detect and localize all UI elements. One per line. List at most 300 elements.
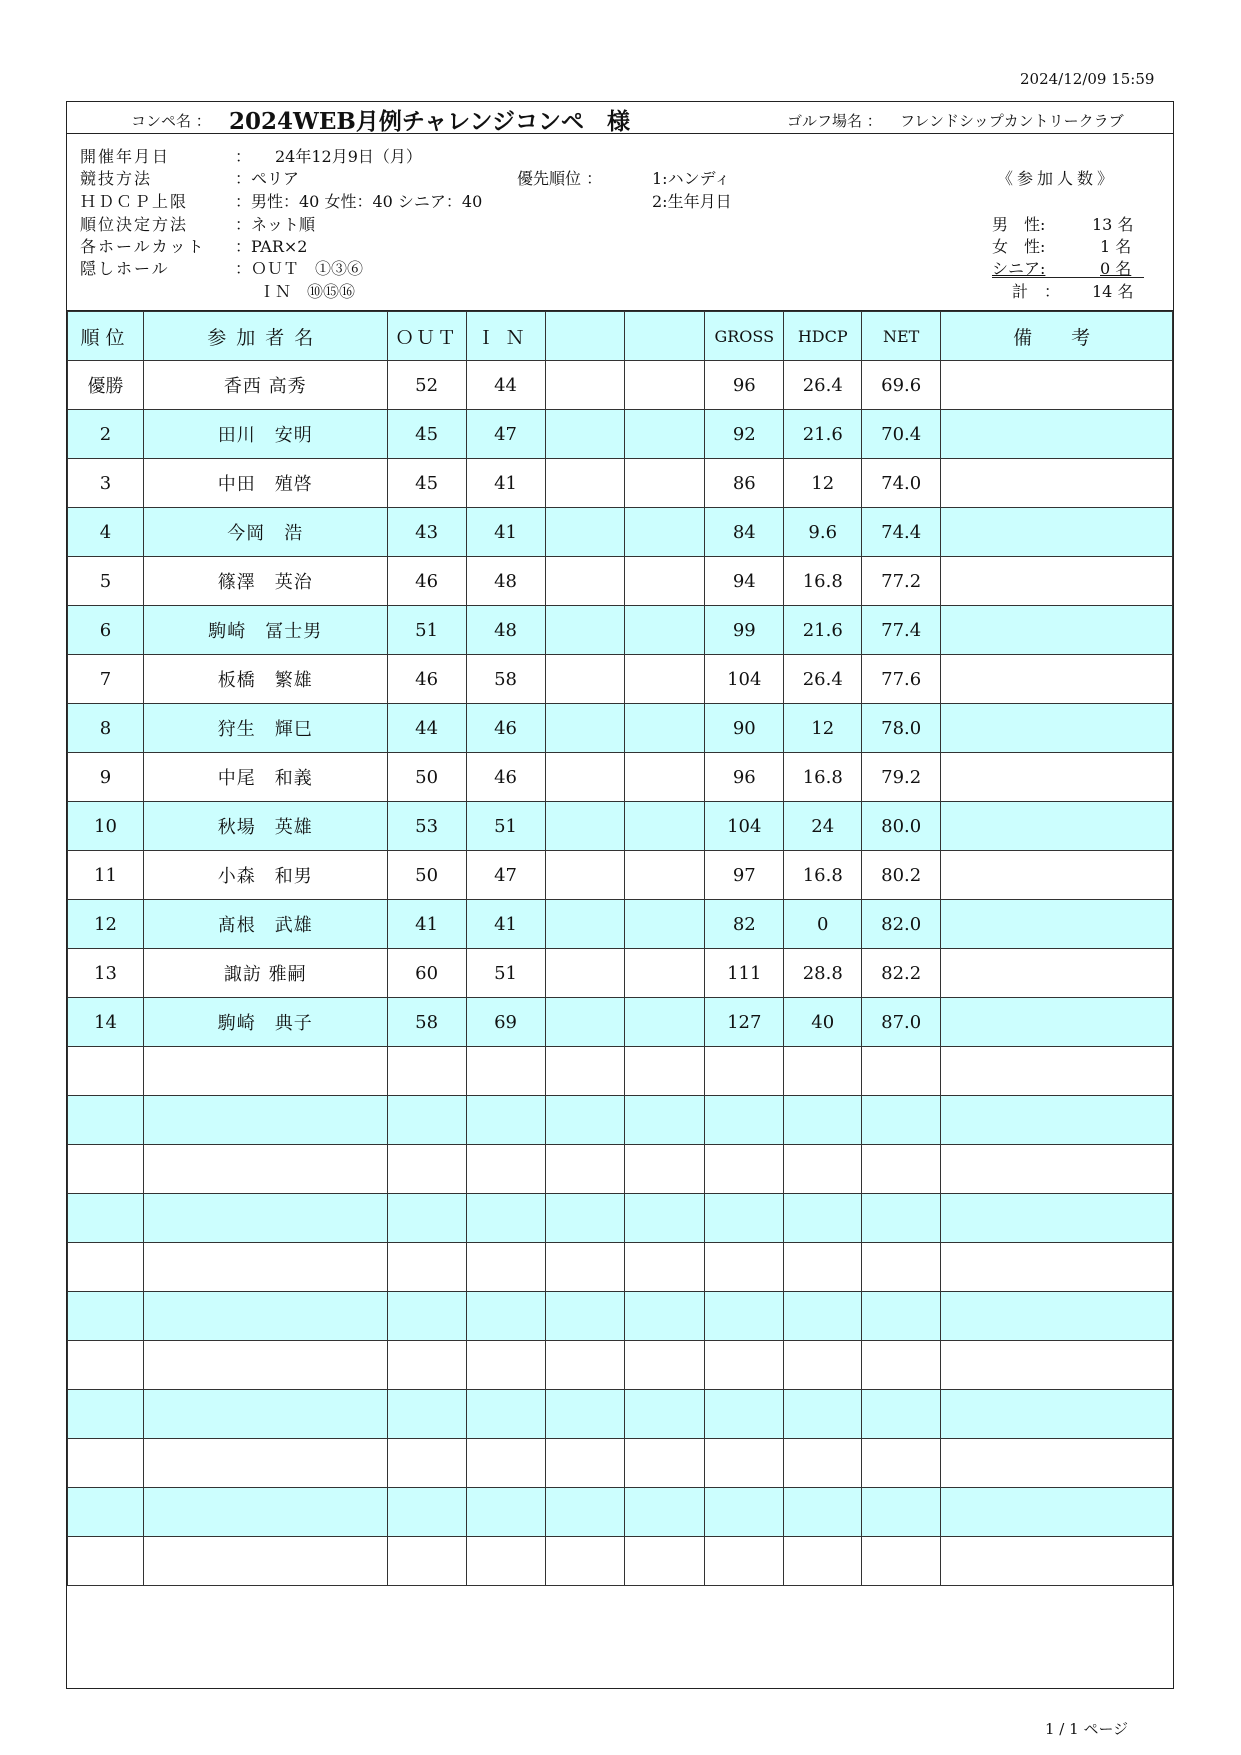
cell-rank <box>68 1537 144 1586</box>
total-label: 計 ： <box>1012 282 1061 301</box>
table-row <box>68 704 1173 753</box>
table-row <box>68 1537 1173 1586</box>
cell-net <box>862 1047 941 1096</box>
results-sheet <box>66 101 1174 1689</box>
cell-hdcp: 21.6 <box>784 606 862 655</box>
cell-rank: 2 <box>68 410 144 459</box>
cell-b2 <box>625 557 705 606</box>
participants-heading: 《参加人数》 <box>997 169 1118 188</box>
cell-b1 <box>545 1341 625 1390</box>
cell-gross: 104 <box>705 655 784 704</box>
cell-name <box>143 1243 387 1292</box>
header-name: 参加者名 <box>143 312 387 361</box>
cell-b2 <box>625 998 705 1047</box>
cell-net: 77.4 <box>862 606 941 655</box>
table-row <box>68 851 1173 900</box>
cell-remarks <box>941 704 1173 753</box>
cell-rank: 13 <box>68 949 144 998</box>
cell-out <box>387 1439 466 1488</box>
cell-out: 50 <box>387 753 466 802</box>
cell-remarks <box>941 1096 1173 1145</box>
cell-b2 <box>625 1537 705 1586</box>
cell-rank <box>68 1243 144 1292</box>
cell-rank <box>68 1488 144 1537</box>
hole-cut-label: 各ホールカット <box>80 237 206 256</box>
cell-name: 諏訪 雅嗣 <box>143 949 387 998</box>
table-row <box>68 1096 1173 1145</box>
cell-rank <box>68 1390 144 1439</box>
header-in: ＩＮ <box>466 312 545 361</box>
cell-net <box>862 1390 941 1439</box>
cell-gross <box>705 1390 784 1439</box>
cell-in: 51 <box>466 802 545 851</box>
cell-b2 <box>625 753 705 802</box>
cell-hdcp <box>784 1243 862 1292</box>
cell-net: 82.2 <box>862 949 941 998</box>
total-divider <box>992 277 1144 278</box>
cell-remarks <box>941 1537 1173 1586</box>
hidden-holes-out: ：ＯＵＴ ①③⑥ <box>235 259 364 278</box>
cell-rank: 11 <box>68 851 144 900</box>
cell-out: 46 <box>387 557 466 606</box>
cell-remarks <box>941 1488 1173 1537</box>
cell-hdcp: 26.4 <box>784 655 862 704</box>
cell-in <box>466 1341 545 1390</box>
cell-rank: 14 <box>68 998 144 1047</box>
cell-remarks <box>941 459 1173 508</box>
cell-hdcp <box>784 1194 862 1243</box>
cell-gross <box>705 1194 784 1243</box>
cell-gross: 96 <box>705 361 784 410</box>
cell-b1 <box>545 655 625 704</box>
cell-b2 <box>625 459 705 508</box>
cell-in: 46 <box>466 704 545 753</box>
cell-in: 51 <box>466 949 545 998</box>
competition-label: コンペ名 ： <box>131 112 211 130</box>
cell-out <box>387 1194 466 1243</box>
cell-gross <box>705 1243 784 1292</box>
total-count: 14 名 <box>1092 282 1134 301</box>
priority-2: 2:生年月日 <box>652 192 732 211</box>
cell-b1 <box>545 1439 625 1488</box>
cell-in: 48 <box>466 606 545 655</box>
cell-b2 <box>625 361 705 410</box>
table-row <box>68 753 1173 802</box>
cell-rank <box>68 1047 144 1096</box>
cell-b2 <box>625 1390 705 1439</box>
cell-name: 香西 高秀 <box>143 361 387 410</box>
cell-b1 <box>545 361 625 410</box>
cell-out: 43 <box>387 508 466 557</box>
table-row <box>68 557 1173 606</box>
cell-in <box>466 1194 545 1243</box>
cell-hdcp <box>784 1537 862 1586</box>
header-gross: GROSS <box>705 312 784 361</box>
cell-rank <box>68 1194 144 1243</box>
cell-b1 <box>545 1145 625 1194</box>
cell-name: 狩生 輝巳 <box>143 704 387 753</box>
cell-name: 篠澤 英治 <box>143 557 387 606</box>
cell-net: 69.6 <box>862 361 941 410</box>
cell-gross: 111 <box>705 949 784 998</box>
cell-remarks <box>941 753 1173 802</box>
cell-net: 70.4 <box>862 410 941 459</box>
cell-net <box>862 1537 941 1586</box>
cell-name: 秋場 英雄 <box>143 802 387 851</box>
cell-remarks <box>941 1243 1173 1292</box>
cell-net <box>862 1439 941 1488</box>
cell-b2 <box>625 802 705 851</box>
cell-net: 82.0 <box>862 900 941 949</box>
cell-name: 中尾 和義 <box>143 753 387 802</box>
cell-b2 <box>625 1096 705 1145</box>
cell-remarks <box>941 508 1173 557</box>
cell-rank: 優勝 <box>68 361 144 410</box>
cell-rank <box>68 1341 144 1390</box>
cell-gross: 104 <box>705 802 784 851</box>
cell-remarks <box>941 557 1173 606</box>
table-row <box>68 655 1173 704</box>
cell-out: 58 <box>387 998 466 1047</box>
method-label: 競技方法 <box>80 169 153 188</box>
cell-in <box>466 1390 545 1439</box>
cell-hdcp: 16.8 <box>784 851 862 900</box>
cell-remarks <box>941 802 1173 851</box>
cell-gross: 94 <box>705 557 784 606</box>
hole-cut-value: ：PAR×2 <box>235 237 308 256</box>
table-row <box>68 1439 1173 1488</box>
method-value: ：ペリア <box>235 169 300 188</box>
table-row <box>68 1390 1173 1439</box>
cell-b1 <box>545 1194 625 1243</box>
cell-out: 45 <box>387 410 466 459</box>
cell-rank: 7 <box>68 655 144 704</box>
cell-b1 <box>545 704 625 753</box>
cell-b1 <box>545 557 625 606</box>
table-row <box>68 900 1173 949</box>
cell-hdcp: 24 <box>784 802 862 851</box>
cell-hdcp: 12 <box>784 459 862 508</box>
header-net: NET <box>862 312 941 361</box>
title-bar <box>67 102 1173 134</box>
cell-b2 <box>625 410 705 459</box>
table-row <box>68 410 1173 459</box>
table-row <box>68 508 1173 557</box>
rank-method-label: 順位決定方法 <box>80 215 189 234</box>
cell-hdcp: 28.8 <box>784 949 862 998</box>
cell-remarks <box>941 655 1173 704</box>
cell-b2 <box>625 1047 705 1096</box>
cell-name: 板橋 繁雄 <box>143 655 387 704</box>
cell-remarks <box>941 1439 1173 1488</box>
results-table <box>67 311 1173 1586</box>
cell-remarks <box>941 851 1173 900</box>
course-name: フレンドシップカントリークラブ <box>900 112 1124 130</box>
cell-out <box>387 1047 466 1096</box>
cell-b1 <box>545 1292 625 1341</box>
cell-rank <box>68 1292 144 1341</box>
cell-hdcp: 21.6 <box>784 410 862 459</box>
cell-rank <box>68 1439 144 1488</box>
cell-net <box>862 1243 941 1292</box>
cell-out: 52 <box>387 361 466 410</box>
cell-rank: 12 <box>68 900 144 949</box>
date-label: 開催年月日 <box>80 147 171 166</box>
table-row <box>68 606 1173 655</box>
cell-rank: 6 <box>68 606 144 655</box>
page-number: 1 / 1 ページ <box>1045 1720 1129 1738</box>
cell-gross <box>705 1047 784 1096</box>
cell-rank <box>68 1145 144 1194</box>
table-row <box>68 361 1173 410</box>
cell-net <box>862 1341 941 1390</box>
cell-b2 <box>625 508 705 557</box>
cell-in: 58 <box>466 655 545 704</box>
cell-out <box>387 1341 466 1390</box>
cell-name <box>143 1194 387 1243</box>
cell-in: 41 <box>466 459 545 508</box>
cell-net: 78.0 <box>862 704 941 753</box>
cell-in: 47 <box>466 851 545 900</box>
header-out: ＯＵＴ <box>387 312 466 361</box>
cell-remarks <box>941 900 1173 949</box>
cell-out: 51 <box>387 606 466 655</box>
cell-name <box>143 1047 387 1096</box>
cell-rank <box>68 1096 144 1145</box>
senior-count: 0 名 <box>1100 259 1132 278</box>
cell-hdcp <box>784 1047 862 1096</box>
cell-in: 41 <box>466 900 545 949</box>
cell-in <box>466 1488 545 1537</box>
priority-1: 1:ハンディ <box>652 169 731 188</box>
cell-b2 <box>625 606 705 655</box>
cell-name <box>143 1292 387 1341</box>
cell-net <box>862 1292 941 1341</box>
cell-b1 <box>545 1047 625 1096</box>
cell-name: 今岡 浩 <box>143 508 387 557</box>
cell-b1 <box>545 949 625 998</box>
priority-label: 優先順位 ： <box>517 169 603 188</box>
cell-remarks <box>941 1341 1173 1390</box>
cell-net: 74.4 <box>862 508 941 557</box>
cell-out <box>387 1537 466 1586</box>
cell-name <box>143 1096 387 1145</box>
cell-out: 60 <box>387 949 466 998</box>
print-timestamp: 2024/12/09 15:59 <box>1020 70 1155 88</box>
cell-name <box>143 1439 387 1488</box>
cell-remarks <box>941 606 1173 655</box>
table-row <box>68 1341 1173 1390</box>
cell-gross: 127 <box>705 998 784 1047</box>
cell-in: 41 <box>466 508 545 557</box>
cell-out: 41 <box>387 900 466 949</box>
cell-name <box>143 1341 387 1390</box>
cell-in <box>466 1145 545 1194</box>
table-row <box>68 949 1173 998</box>
male-label: 男 性: <box>992 215 1046 234</box>
cell-b2 <box>625 1341 705 1390</box>
table-row <box>68 1488 1173 1537</box>
cell-hdcp <box>784 1096 862 1145</box>
cell-in: 69 <box>466 998 545 1047</box>
cell-b2 <box>625 1145 705 1194</box>
cell-gross <box>705 1292 784 1341</box>
hdcp-limit-value: ：男性：40 女性：40 シニア：40 <box>235 192 483 211</box>
cell-out <box>387 1096 466 1145</box>
female-label: 女 性: <box>992 237 1046 256</box>
cell-name <box>143 1537 387 1586</box>
cell-remarks <box>941 998 1173 1047</box>
cell-out <box>387 1488 466 1537</box>
cell-in <box>466 1439 545 1488</box>
cell-out: 46 <box>387 655 466 704</box>
cell-gross <box>705 1096 784 1145</box>
cell-b1 <box>545 753 625 802</box>
rank-method-value: ：ネット順 <box>235 215 316 234</box>
cell-out <box>387 1243 466 1292</box>
cell-b2 <box>625 1439 705 1488</box>
cell-hdcp: 12 <box>784 704 862 753</box>
cell-b1 <box>545 851 625 900</box>
cell-b2 <box>625 1194 705 1243</box>
cell-b2 <box>625 655 705 704</box>
cell-b1 <box>545 1488 625 1537</box>
cell-gross: 96 <box>705 753 784 802</box>
cell-b1 <box>545 1096 625 1145</box>
cell-hdcp <box>784 1439 862 1488</box>
cell-out: 44 <box>387 704 466 753</box>
table-row <box>68 459 1173 508</box>
table-row <box>68 1243 1173 1292</box>
cell-gross <box>705 1488 784 1537</box>
cell-b2 <box>625 1292 705 1341</box>
cell-rank: 3 <box>68 459 144 508</box>
header-blank-2 <box>625 312 705 361</box>
cell-name <box>143 1488 387 1537</box>
cell-b1 <box>545 1537 625 1586</box>
cell-name: 髙根 武雄 <box>143 900 387 949</box>
date-value: ： 24年12月9日（月） <box>235 147 422 166</box>
cell-gross: 90 <box>705 704 784 753</box>
cell-out <box>387 1145 466 1194</box>
cell-name: 田川 安明 <box>143 410 387 459</box>
cell-b2 <box>625 704 705 753</box>
cell-b1 <box>545 1390 625 1439</box>
cell-net: 87.0 <box>862 998 941 1047</box>
cell-hdcp: 0 <box>784 900 862 949</box>
cell-hdcp <box>784 1390 862 1439</box>
cell-gross: 99 <box>705 606 784 655</box>
cell-gross <box>705 1537 784 1586</box>
cell-gross: 84 <box>705 508 784 557</box>
cell-name: 駒崎 典子 <box>143 998 387 1047</box>
table-row <box>68 998 1173 1047</box>
cell-hdcp: 16.8 <box>784 557 862 606</box>
cell-b1 <box>545 459 625 508</box>
course-label: ゴルフ場名 ： <box>787 112 882 130</box>
table-row <box>68 802 1173 851</box>
cell-gross: 82 <box>705 900 784 949</box>
cell-name: 中田 殖啓 <box>143 459 387 508</box>
cell-remarks <box>941 1145 1173 1194</box>
cell-out <box>387 1292 466 1341</box>
header-hdcp: HDCP <box>784 312 862 361</box>
female-count: 1 名 <box>1100 237 1132 256</box>
cell-net: 79.2 <box>862 753 941 802</box>
cell-remarks <box>941 1390 1173 1439</box>
senior-label: シニア: <box>992 259 1046 278</box>
cell-net: 74.0 <box>862 459 941 508</box>
cell-in <box>466 1243 545 1292</box>
table-row <box>68 1194 1173 1243</box>
cell-out: 53 <box>387 802 466 851</box>
cell-out: 45 <box>387 459 466 508</box>
cell-b1 <box>545 410 625 459</box>
cell-b2 <box>625 1488 705 1537</box>
table-row <box>68 1292 1173 1341</box>
hidden-holes-label: 隠しホール <box>80 259 170 278</box>
header-remarks: 備 考 <box>941 312 1173 361</box>
cell-hdcp: 16.8 <box>784 753 862 802</box>
cell-rank: 9 <box>68 753 144 802</box>
cell-remarks <box>941 410 1173 459</box>
cell-net: 80.2 <box>862 851 941 900</box>
cell-in: 47 <box>466 410 545 459</box>
cell-in <box>466 1292 545 1341</box>
header-blank-1 <box>545 312 625 361</box>
cell-b2 <box>625 949 705 998</box>
cell-net: 77.6 <box>862 655 941 704</box>
cell-hdcp <box>784 1488 862 1537</box>
cell-in: 44 <box>466 361 545 410</box>
cell-in: 46 <box>466 753 545 802</box>
cell-b1 <box>545 508 625 557</box>
cell-rank: 4 <box>68 508 144 557</box>
cell-gross <box>705 1145 784 1194</box>
cell-b2 <box>625 851 705 900</box>
cell-hdcp: 9.6 <box>784 508 862 557</box>
cell-gross <box>705 1341 784 1390</box>
cell-name <box>143 1390 387 1439</box>
table-row <box>68 1047 1173 1096</box>
cell-remarks <box>941 1194 1173 1243</box>
cell-b1 <box>545 998 625 1047</box>
hidden-holes-in: ＩＮ ⑩⑮⑯ <box>259 282 356 301</box>
cell-in <box>466 1047 545 1096</box>
cell-hdcp <box>784 1341 862 1390</box>
competition-info <box>67 134 1173 311</box>
hdcp-limit-label: ＨＤＣＰ上限 <box>80 192 189 211</box>
competition-name: 2024WEB月例チャレンジコンペ 様 <box>229 108 630 135</box>
cell-net <box>862 1096 941 1145</box>
cell-gross: 97 <box>705 851 784 900</box>
cell-in <box>466 1537 545 1586</box>
cell-b2 <box>625 1243 705 1292</box>
cell-net <box>862 1145 941 1194</box>
cell-out: 50 <box>387 851 466 900</box>
cell-b2 <box>625 900 705 949</box>
cell-hdcp <box>784 1145 862 1194</box>
cell-net: 80.0 <box>862 802 941 851</box>
cell-net <box>862 1488 941 1537</box>
cell-hdcp <box>784 1292 862 1341</box>
cell-remarks <box>941 949 1173 998</box>
cell-name: 駒崎 冨士男 <box>143 606 387 655</box>
cell-rank: 5 <box>68 557 144 606</box>
cell-gross: 92 <box>705 410 784 459</box>
cell-in <box>466 1096 545 1145</box>
cell-b1 <box>545 802 625 851</box>
